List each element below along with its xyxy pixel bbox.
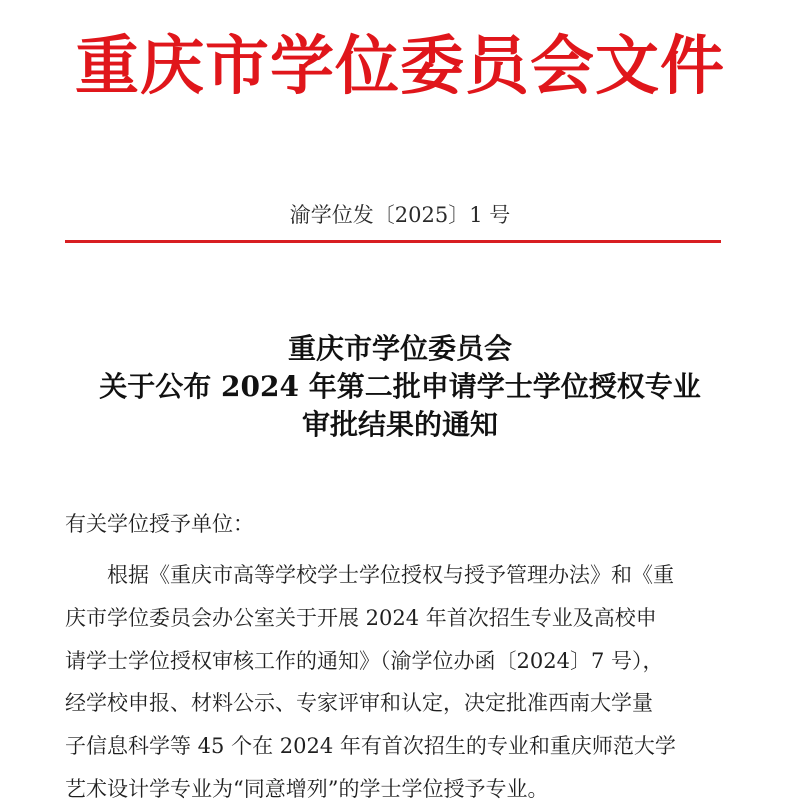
notice-title-line-3: 审批结果的通知: [301, 408, 498, 441]
body-line: 请学士学位授权审核工作的通知》（渝学位办函〔2024〕7 号），: [65, 648, 664, 673]
document-header-title: 重庆市学位委员会文件: [75, 30, 725, 104]
notice-title-line-1: 重庆市学位委员会: [287, 332, 512, 365]
body-paragraph: [65, 554, 735, 811]
red-divider-line: [65, 240, 721, 243]
body-line: 经学校申报、材料公示、专家评审和认定，决定批准西南大学量: [65, 691, 653, 716]
recipient-salutation: 有关学位授予单位：: [65, 512, 254, 536]
body-line: 庆市学位委员会办公室关于开展 2024 年首次招生专业及高校申: [65, 605, 657, 630]
body-line: 根据《重庆市高等学校学士学位授权与授予管理办法》和《重: [107, 563, 674, 587]
body-line: 艺术设计学专业为“同意增列”的学士学位授予专业。: [65, 776, 549, 801]
notice-title-line-2: 关于公布 2024 年第二批申请学士学位授权专业: [99, 370, 701, 403]
document-number: 渝学位发〔2025〕1 号: [289, 203, 511, 227]
body-line: 子信息科学等 45 个在 2024 年有首次招生的专业和重庆师范大学: [65, 734, 676, 759]
notice-title: [0, 330, 800, 444]
